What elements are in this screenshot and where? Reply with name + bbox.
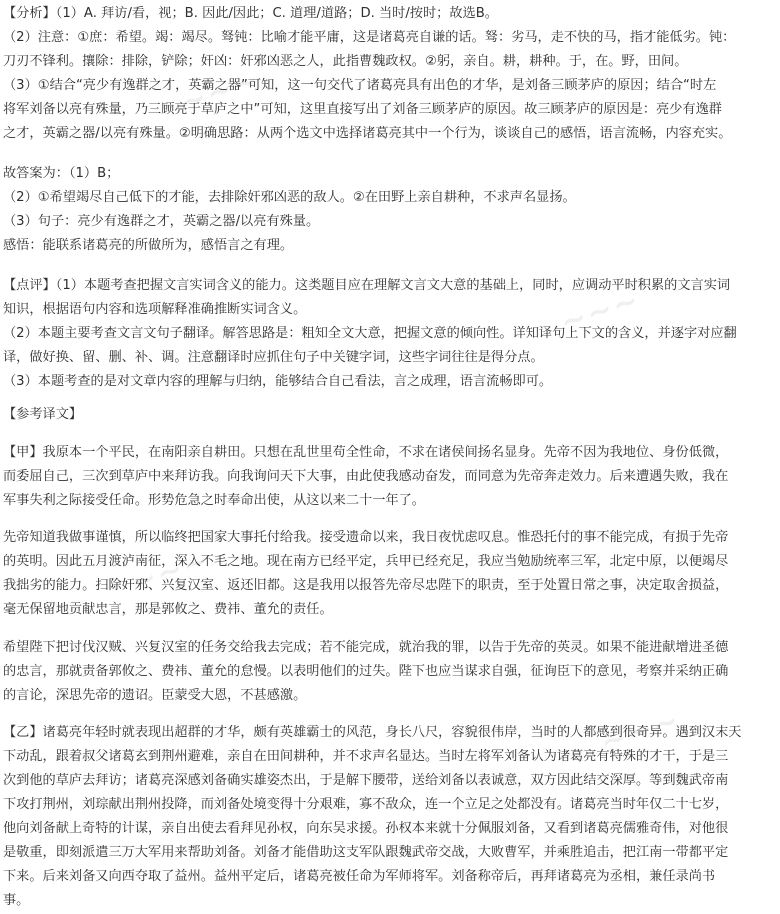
jia-paragraph-1-line: 【甲】我原本一个平民，在南阳亲自耕田。只想在乱世里苟全性命，不求在诸侯间扬名显身。先帝不因为我地位、身份低微， (3, 445, 729, 460)
reference-heading: 【参考译文】 (3, 407, 83, 422)
yi-paragraph-line: 是敬重，即刻派遣三万大军用来帮助刘备。刘备才能借助这支军队跟魏武帝交战，大败曹军，并乘胜追击，把江南一带都平定 (3, 845, 729, 860)
answer-line: （2）①希望竭尽自己低下的才能，去排除奸邪凶恶的敌人。②在田野上亲自耕种，不求声名显扬。 (3, 190, 576, 205)
analysis-line: 将军刘备以亮有殊量，乃三顾亮于草庐之中”可知，这里直接写出了刘备三顾茅庐的原因。故三顾茅庐的原因是：亮少有逸群 (3, 102, 722, 117)
jia-paragraph-2-line: 毫无保留地贡献忠言，那是郭攸之、费祎、董允的责任。 (3, 602, 333, 617)
answer-line: 感悟：能联系诸葛亮的所做所为，感悟言之有理。 (3, 238, 294, 253)
analysis-line: （2）注意：①庶：希望。竭：竭尽。驽钝：比喻才能平庸，这是诸葛亮自谦的话。驽：劣马，走不快的马，指才能低劣。钝： (3, 30, 736, 45)
jia-paragraph-3-line: 希望陛下把讨伐汉贼、兴复汉室的任务交给我去完成；若不能完成，就治我的罪，以告于先帝的英灵。如果不能进献增进圣德 (3, 640, 729, 655)
jia-paragraph-3-line: 的言论，深思先帝的遗诏。臣蒙受大恩，不甚感激。 (3, 688, 307, 703)
yi-paragraph-line: 他向刘备献上奇特的计谋，亲自出使去看拜见孙权，向东吴求援。孙权本来就十分佩服刘备，又看到诸葛亮儒雅奇伟，对他很 (3, 821, 729, 836)
jia-paragraph-2-line: 我拙劣的能力。扫除奸邪、兴复汉室、返还旧都。这是我用以报答先帝尽忠陛下的职责，至于处置日常之事，决定取舍损益， (3, 578, 729, 593)
yi-paragraph-line: 次到他的草庐去拜访；诸葛亮深感刘备确实雄姿杰出，于是解下腰带，送给刘备以表诚意，双方因此结交深厚。等到魏武帝南 (3, 773, 729, 788)
watermark: ~~~ (556, 282, 645, 341)
analysis-line: （3）①结合“亮少有逸群之才，英霸之器”可知，这一句交代了诸葛亮具有出色的才华，是刘备三顾茅庐的原因；结合“时左 (3, 78, 717, 93)
comment-line: （2）本题主要考查文言文句子翻译。解答思路是：粗知全文大意，把握文意的倾向性。详知译句上下文的含义，并逐字对应翻 (3, 326, 737, 341)
comment-line: 【点评】（1）本题考查把握文言实词含义的能力。这类题目应在理解文言文大意的基础上，同时，应调动平时积累的文言实词 (3, 278, 731, 293)
jia-paragraph-1-line: 军事失利之际接受任命。形势危急之时奉命出使，从这以来二十一年了。 (3, 493, 425, 508)
yi-paragraph-line: 下攻打荆州，刘琮献出荆州投降，而刘备处境变得十分艰难，寡不敌众，连一个立足之处都没有。诸葛亮当时年仅二十七岁， (3, 797, 729, 812)
comment-line: 译，做好换、留、删、补、调。注意翻译时应抓住句子中关键字词，这些字词往往是得分点。 (3, 350, 544, 365)
watermark: ~~~ (176, 62, 265, 121)
comment-line: 知识，根据语句内容和选项解释准确推断实词含义。 (3, 302, 307, 317)
answer-line: （3）句子：亮少有逸群之才，英霸之器/以亮有殊量。 (3, 214, 320, 229)
analysis-line: 【分析】（1）A. 拜访/看，视；B. 因此/因此；C. 道理/道路；D. 当时/按时；故选B。 (3, 6, 498, 21)
yi-paragraph-line: 下来。后来刘备又向西夺取了益州。益州平定后，诸葛亮被任命为军师将军。刘备称帝后，再拜诸葛亮为丞相，兼任录尚书 (3, 869, 716, 884)
jia-paragraph-2-line: 先帝知道我做事谨慎，所以临终把国家大事托付给我。接受遗命以来，我日夜忧虑叹息。惟恐托付的事不能完成，有损于先帝 (3, 530, 729, 545)
yi-paragraph-line: 下动乱，跟着叔父诸葛玄到荆州避难，亲自在田间耕种，并不求声名显达。当时左将军刘备认为诸葛亮有特殊的才干，于是三 (3, 749, 729, 764)
jia-paragraph-3-line: 的忠言，那就责备郭攸之、费祎、董允的怠慢。以表明他们的过失。陛下也应当谋求自强，征询臣下的意见，考察并采纳正确 (3, 664, 729, 679)
comment-line: （3）本题考查的是对文章内容的理解与归纳，能够结合自己看法，言之成理，语言流畅即可。 (3, 374, 553, 389)
watermark: ~~~ (596, 702, 685, 761)
analysis-line: 刀刃不锋利。攘除：排除，铲除；奸凶：奸邪凶恶之人，此指曹魏政权。②躬，亲自。耕，耕种。于，在。野，田间。 (3, 54, 688, 69)
jia-paragraph-2-line: 的英明。因此五月渡泸南征，深入不毛之地。现在南方已经平定，兵甲已经充足，我应当勉励统率三军，北定中原，以便竭尽 (3, 554, 729, 569)
answer-line: 故答案为：（1）B； (3, 166, 120, 181)
yi-paragraph-line: 【乙】诸葛亮年轻时就表现出超群的才华，颇有英雄霸士的风范，身长八尺，容貌很伟岸，当时的人都感到很奇异。遇到汉末天 (3, 725, 742, 740)
jia-paragraph-1-line: 而委屈自己，三次到草庐中来拜访我。向我询问天下大事，由此使我感动奋发，而同意为先帝奔走效力。后来遭遇失败，我在 (3, 469, 729, 484)
analysis-line: 之才，英霸之器/以亮有殊量。②明确思路：从两个选文中选择诸葛亮其中一个行为，谈谈自己的感悟，语言流畅，内容充实。 (3, 126, 732, 141)
watermark: ~~~ (126, 542, 215, 601)
yi-paragraph-line: 事。 (3, 893, 30, 908)
